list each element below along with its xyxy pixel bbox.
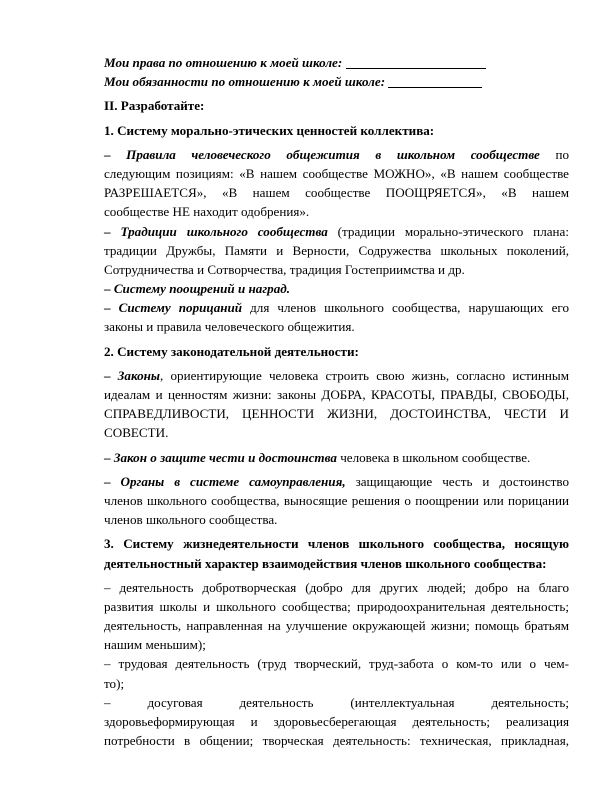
traditions-term: Традиции школьного сообщества: [120, 223, 328, 239]
duties-blank[interactable]: [388, 73, 482, 88]
laws-term: Законы: [117, 367, 161, 383]
self-government-term: Органы в системе самоуправления,: [120, 473, 346, 489]
document-body: [104, 53, 569, 750]
censure-term: Систему порицаний: [118, 300, 243, 316]
paragraph-leisure: – досуговая деятельность (интеллектуальная деятельность; здоровьеформирующая и здоровьесберегающая деятельность; реализация потребности в общении; творческая деятельность: техническая, прикладная,: [104, 694, 569, 749]
paragraph-honor-law: – Закон о защите чести и достоинства человека в школьном сообществе.: [104, 449, 531, 465]
item3-heading-cont: деятельностный характер взаимодействия членов школьного сообщества:: [104, 555, 547, 571]
paragraph-labor: – трудовая деятельность (труд творческий, труд-забота о ком-то или о чем- то);: [104, 656, 569, 691]
duties-line: [104, 72, 569, 91]
paragraph-rules: – Правила человеческого общежития в школьном сообществе по следующим позициям: «В нашем сообществе МОЖНО», «В нашем сообществе РАЗРЕШАЕТСЯ», «В нашем сообществе ПООЩРЯЕТСЯ», «В нашем сообществе НЕ находит одобрения».: [104, 146, 570, 220]
rules-term: Правила человеческого общежития в школьном сообществе: [126, 146, 540, 162]
rights-line: [104, 53, 569, 72]
paragraph-laws: – Законы, ориентирующие человека строить свою жизнь, согласно истинным идеалам и ценностям жизни: законы ДОБРА, КРАСОТЫ, ПРАВДЫ, СВОБОДЫ, СПРАВЕДЛИВОСТИ, ЦЕННОСТИ ЖИЗНИ, ДОСТОИНСТВА, ЧЕСТИ И СОВЕСТИ.: [104, 367, 569, 441]
paragraph-self-government: – Органы в системе самоуправления, защищающие честь и достоинство членов школьного сообщества, выносящие решения о поощрении или порицании членов школьного сообщества.: [104, 473, 569, 528]
rights-label: Мои права по отношению к моей школе:: [104, 55, 343, 70]
item1-heading: 1. Систему морально-этических ценностей коллектива:: [104, 122, 435, 138]
paragraph-good-deeds: – деятельность добротворческая (добро для других людей; добро на благо развития школы и школьного сообщества; природоохранительная деятельность; деятельность, направленная на улучшение окружающей жизни; помощь братьям нашим меньшим);: [104, 579, 569, 653]
paragraph-traditions: – Традиции школьного сообщества (традиции морально-этического плана: традиции Дружбы, Памяти и Верности, Содружества школьных поколений, Сотрудничества и Сотворчества, традиция Гостеприимства и др.: [104, 223, 569, 277]
item2-heading: 2. Систему законодательной деятельности:: [104, 343, 359, 359]
honor-law-term: Закон о защите чести и достоинства: [113, 449, 337, 465]
paragraph-censure: – Систему порицаний для членов школьного сообщества, нарушающих его законы и правила человеческого общежития.: [104, 300, 569, 335]
item3-heading: 3. Систему жизнедеятельности членов школьного сообщества, носящую: [104, 536, 569, 552]
section2-heading: II. Разработайте:: [104, 98, 205, 114]
paragraph-rewards: – Систему поощрений и наград.: [104, 281, 291, 297]
duties-label: Мои обязанности по отношению к моей школе:: [104, 74, 386, 90]
rights-blank[interactable]: [346, 54, 486, 69]
rewards-term: Систему поощрений и наград.: [113, 281, 291, 297]
